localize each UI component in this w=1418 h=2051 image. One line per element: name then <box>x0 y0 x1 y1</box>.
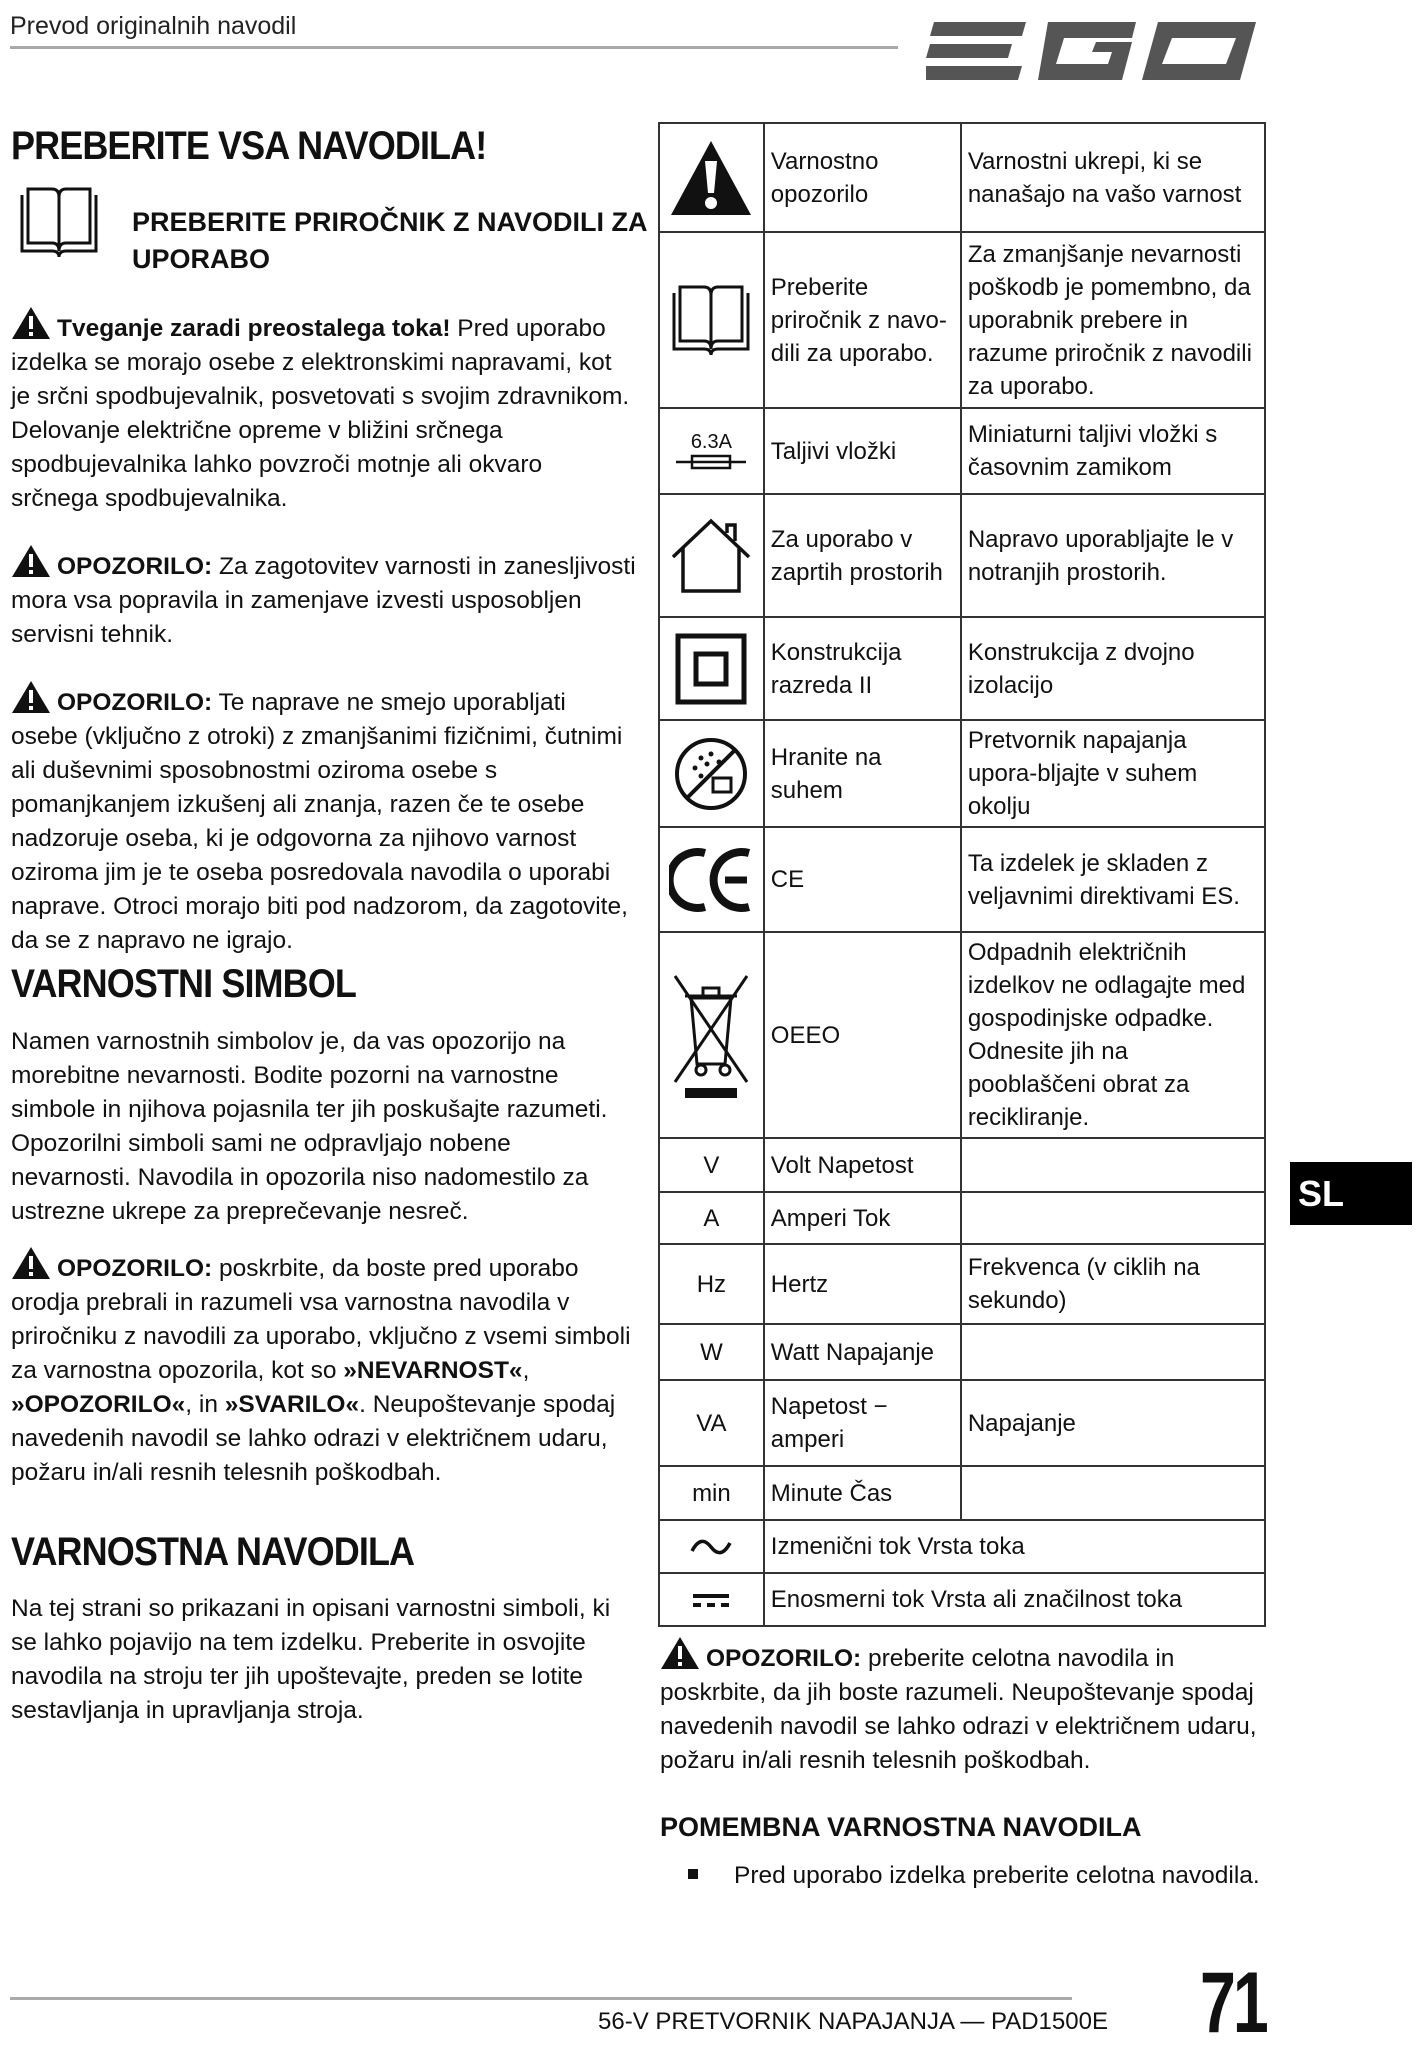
symbol-table <box>658 122 1266 1627</box>
manual-heading: PREBERITE PRIROČNIK Z NAVODILI ZA UPORABO <box>132 207 648 274</box>
table-row: Konstrukcija razreda II Konstrukcija z dvojno izolacijo <box>659 617 1265 720</box>
residual-current-note: Tveganje zaradi preostalega toka! Pred uporabo izdelka se morajo osebe z elektronskimi napravami, kot je srčni spodbujevalnik, posvetovati s svojim zdravnikom. Delovanje električne opreme v bližini srčnega spodbujevalnika lahko povzroči motnje ali okvaro srčnega spodbujevalnika. <box>11 306 636 516</box>
footer-divider <box>10 1997 1072 2000</box>
ce-mark-icon <box>669 845 753 915</box>
manual-book-icon <box>670 283 752 357</box>
ego-logo <box>926 8 1266 92</box>
list-item: Pred uporabo izdelka preberite celotna navodila. <box>688 1862 1260 1890</box>
table-row: 6.3A Taljivi vložki Miniaturni taljivi vložki s časovnim zamikom <box>659 408 1265 494</box>
warning-icon <box>11 544 51 578</box>
warning-repairs: OPOZORILO: Za zagotovitev varnosti in zanesljivosti mora vsa popravila in zamenjave izvesti usposobljen servisni tehnik. <box>11 544 636 652</box>
table-row: Izmenični tok Vrsta toka <box>659 1520 1265 1573</box>
indoor-house-icon <box>669 517 753 595</box>
fuse-rating: 6.3A <box>690 431 732 453</box>
table-row: OEEO Odpadnih električnih izdelkov ne odlagajte med gospodinjske odpadke. Odnesite jih na pooblaščeni obrat za recikliranje. <box>659 932 1265 1138</box>
ac-wave-icon <box>689 1536 733 1558</box>
bullet-icon <box>688 1869 698 1879</box>
table-row: Za uporabo v zaprtih prostorih Napravo uporabljajte le v notranjih prostorih. <box>659 494 1265 617</box>
warning-persons: OPOZORILO: Te naprave ne smejo uporabljati osebe (vključno z otroki) z zmanjšanimi fizičnimi, čutnimi ali duševnimi sposobnostmi oziroma osebe s pomanjkanjem izkušenj ali znanja, razen če te osebe nadzoruje oseba, ki je odgovorna za njihovo varnost oziroma jim je te oseba posredovala navodila o uporabi naprave. Otroci morajo biti pod nadzorom, da zagotovite, da se z napravo ne igrajo. <box>11 680 636 958</box>
manual-book-icon <box>18 185 100 259</box>
table-row: Enosmerni tok Vrsta ali značilnost toka <box>659 1573 1265 1626</box>
table-row: Hranite na suhem Pretvornik napajanja upora-bljajte v suhem okolju <box>659 720 1265 827</box>
table-row: VA Napetost − amperi Napajanje <box>659 1380 1265 1466</box>
keep-dry-icon <box>673 736 749 812</box>
header-title: Prevod originalnih navodil <box>10 12 297 40</box>
table-row: V Volt Napetost <box>659 1138 1265 1192</box>
language-tab: SL <box>1290 1162 1412 1225</box>
page-number: 71 <box>1200 1955 1266 2051</box>
warning-icon <box>11 306 51 340</box>
warning-read-all: OPOZORILO: preberite celotna navodila in poskrbite, da jih boste razumeli. Neupoštevanje spodaj navedenih navodil se lahko odrazi v električnem udaru, požaru in/ali resnih telesnih poškodbah. <box>660 1636 1280 1778</box>
warning-triangle-icon <box>669 139 753 217</box>
warning-icon <box>11 680 51 714</box>
weee-bin-icon <box>669 970 753 1100</box>
warning-read-manual: OPOZORILO: poskrbite, da boste pred uporabo orodja prebrali in razumeli vsa varnostna navodila v priročniku z navodili za uporabo, vključno z vsemi simboli za varnostna opozorila, kot so »NEVARNOST«, »OPOZORILO«, in »SVARILO«. Neupoštevanje spodaj navedenih navodil se lahko odrazi v električnem udaru, požaru in/ali resnih telesnih poškodbah. <box>11 1246 636 1490</box>
table-row: Preberite priročnik z navo-dili za uporabo. Za zmanjšanje nevarnosti poškodb je pomembno, da uporabnik prebere in razume priročnik z navodili za uporabo. <box>659 232 1265 408</box>
table-row: Varnostno opozorilo Varnostni ukrepi, ki se nanašajo na vašo varnost <box>659 123 1265 232</box>
heading-safety-instructions: VARNOSTNA NAVODILA <box>11 1530 415 1574</box>
symbol-paragraph: Namen varnostnih simbolov je, da vas opozorijo na morebitne nevarnosti. Bodite pozorni na varnostne simbole in njihova pojasnila ter jih poskušajte razumeti. Opozorilni simboli sami ne odpravljajo nobene nevarnosti. Navodila in opozorila niso nadomestilo za ustrezne ukrepe za preprečevanje nesreč. <box>11 1028 608 1225</box>
table-row: CE Ta izdelek je skladen z veljavnimi direktivami ES. <box>659 827 1265 932</box>
warning-icon <box>11 1246 51 1280</box>
footer-product: 56-V PRETVORNIK NAPAJANJA — PAD1500E <box>598 2008 1108 2035</box>
class-ii-icon <box>674 632 748 706</box>
dc-current-icon <box>689 1589 733 1611</box>
header-divider <box>10 46 898 49</box>
table-row: min Minute Čas <box>659 1466 1265 1520</box>
table-row: W Watt Napajanje <box>659 1324 1265 1380</box>
table-row: Hz Hertz Frekvenca (v ciklih na sekundo) <box>659 1244 1265 1324</box>
warning-icon <box>660 1636 700 1670</box>
important-instructions-heading: POMEMBNA VARNOSTNA NAVODILA <box>660 1812 1142 1842</box>
fuse-icon <box>676 453 746 471</box>
heading-safety-symbol: VARNOSTNI SIMBOL <box>11 962 356 1006</box>
instructions-paragraph: Na tej strani so prikazani in opisani varnostni simboli, ki se lahko pojavijo na tem izdelku. Preberite in osvojite navodila na stroju ter jih upoštevajte, preden se lotite sestavljanja in upravljanja stroja. <box>11 1595 611 1724</box>
heading-read-all: PREBERITE VSA NAVODILA! <box>11 124 487 168</box>
table-row: A Amperi Tok <box>659 1192 1265 1244</box>
